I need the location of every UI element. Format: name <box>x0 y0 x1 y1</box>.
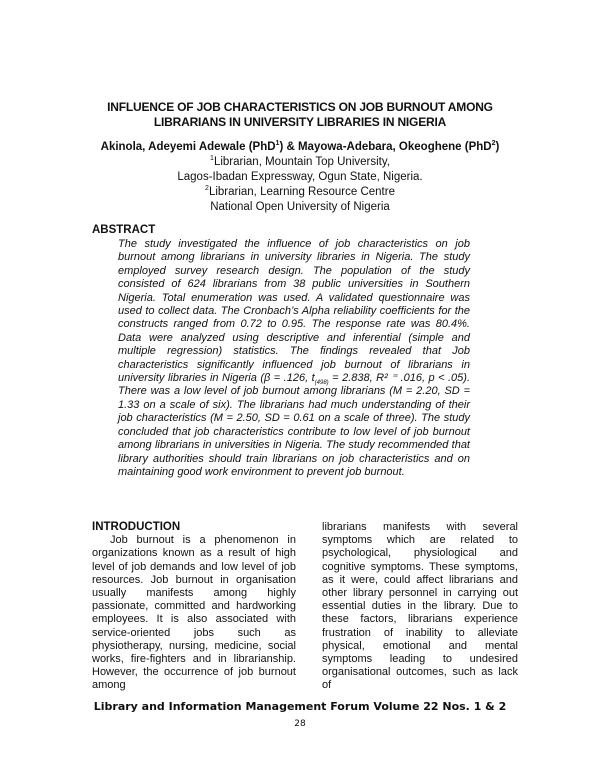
author-names <box>0 140 600 155</box>
affiliation-2-sup: 2 <box>205 185 209 193</box>
introduction-heading: INTRODUCTION <box>92 521 181 533</box>
affiliation-1-sup: 1 <box>210 155 214 163</box>
introduction-left-column <box>92 521 296 693</box>
author-1-sup: 1 <box>275 140 280 148</box>
author-block <box>0 140 600 215</box>
abstract-part-1: The study investigated the influence of job characteristics on job burnout among librarians in university libraries in Nigeria. The study employed survey research design. The population of the study consisted of 624 librarians from 38 public universities in Southern Nigeria. Total enumeration was used. A validated questionnaire was used to collect data. The Cronbach’s Alpha reliability coefficients for the constructs ranged from 0.72 to 0.95. The response rate was 80.4%. Data were analyzed using descriptive and inferential (simple and multiple regression) statistics. The findings revealed that Job characteristics significantly influenced job burnout of librarians in university libraries in Nigeria (β = .126, t <box>118 238 470 385</box>
author-2-sup: 2 <box>491 140 496 148</box>
affiliation-2-text: Librarian, Learning Resource Centre <box>208 186 395 198</box>
abstract-heading: ABSTRACT <box>92 224 156 236</box>
affiliation-1-line-1 <box>0 155 600 170</box>
page-number: 28 <box>294 719 306 729</box>
affiliation-2-line-1 <box>0 185 600 200</box>
author-separator: ) & Mayowa-Adebara, Okeoghene (PhD <box>279 141 492 153</box>
author-1: Akinola, Adeyemi Adewale (PhD <box>100 141 276 153</box>
abstract-part-2: = 2.838, R² ⁼ .016, p < .05). There was a low level of job burnout among librarians (M = 2.20, SD = 1.33 on a scale of six). The librarians had much understanding of their job characteristics (M = 2.50, SD = 0.61 on a scale of three). The study concluded that job characteristics contribute to low level of job burnout among librarians in universities in Nigeria. The study recommended that library authorities should train librarians on job characteristics and on maintaining good work environment to prevent job burnout. <box>118 372 470 478</box>
title-line-2: LIBRARIANS IN UNIVERSITY LIBRARIES IN NIGERIA <box>153 115 447 129</box>
introduction-right-column <box>322 521 518 693</box>
affiliation-1-text: Librarian, Mountain Top University, <box>213 156 390 168</box>
paper-title <box>0 100 600 130</box>
introduction-paragraph-left: Job burnout is a phenomenon in organizations known as a result of high level of job demands and low level of job resources. Job burnout in organisation usually manifests among highly passionate, committed and hardworking employees. It is also associated with service-oriented jobs such as physiotherapy, nursing, medicine, social works, fire-fighters and in librarianship. However, the occurrence of job burnout among <box>92 534 296 692</box>
abstract-text <box>118 238 470 479</box>
author-close: ) <box>495 141 500 153</box>
introduction-paragraph-right: librarians manifests with several symptoms which are related to psychological, physiological and cognitive symptoms. These symptoms, as it were, could affect librarians and other library personnel in carrying out essential duties in the library. Due to these factors, librarians experience frustration of inability to alleviate physical, emotional and mental symptoms leading to undesired organisational outcomes, such as lack of <box>322 521 518 692</box>
journal-footer: Library and Information Management Forum Volume 22 Nos. 1 & 2 <box>93 700 507 713</box>
title-line-1: INFLUENCE OF JOB CHARACTERISTICS ON JOB BURNOUT AMONG <box>107 100 493 114</box>
affiliation-1-line-2: Lagos-Ibadan Expressway, Ogun State, Nigeria. <box>177 171 423 183</box>
affiliation-2-line-2: National Open University of Nigeria <box>210 201 390 213</box>
abstract-t-subscript: (498) <box>314 380 329 387</box>
